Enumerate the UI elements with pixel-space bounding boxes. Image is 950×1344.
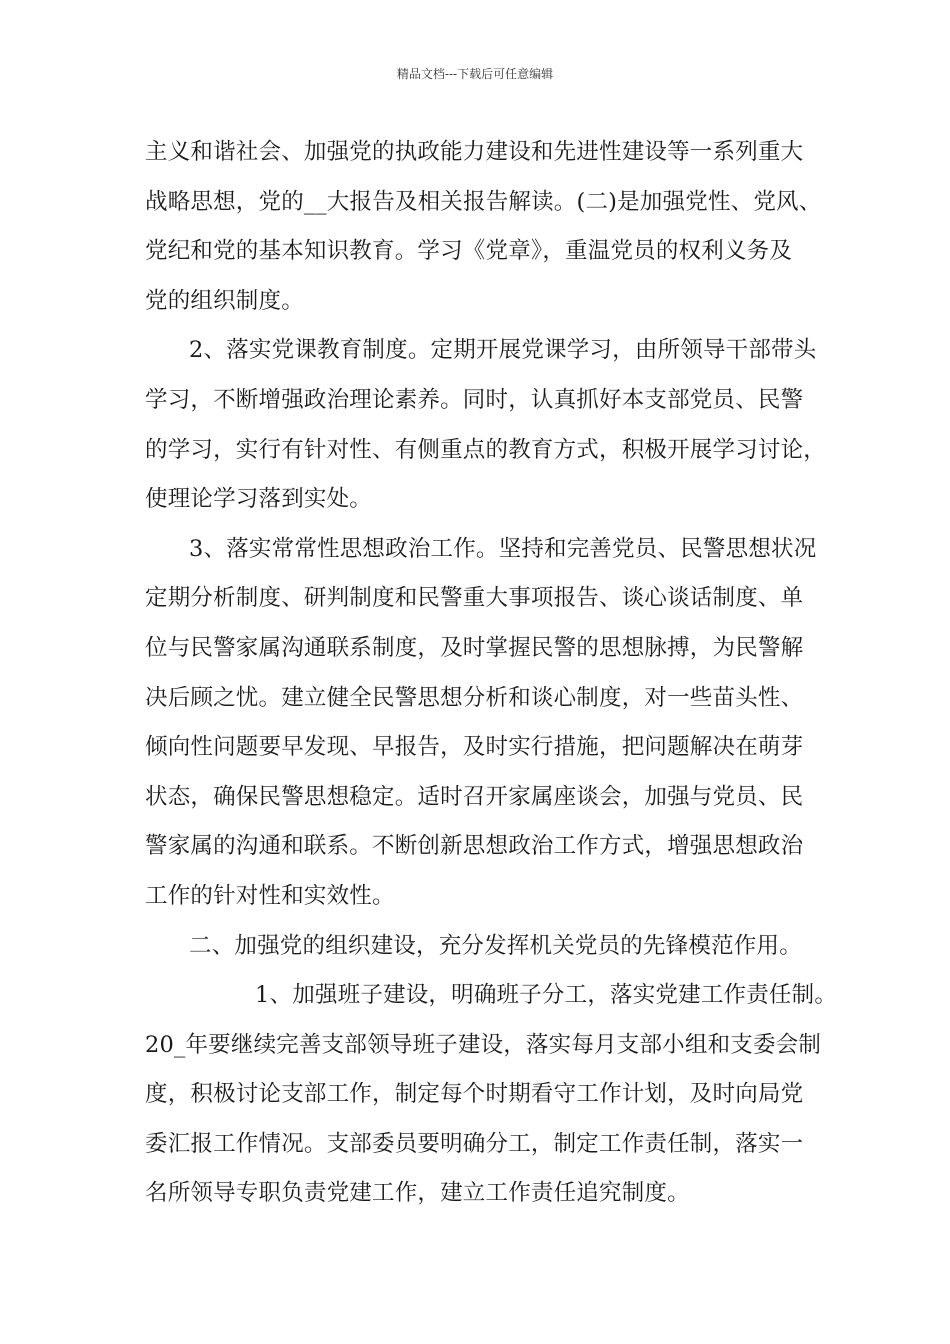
text-line: 主义和谐社会、加强党的执政能力建设和先进性建设等一系列重大 bbox=[145, 139, 804, 165]
text-line: 警家属的沟通和联系。不断创新思想政治工作方式，增强思想政治 bbox=[145, 833, 804, 860]
text-line: 20_年要继续完善支部领导班子建设，落实每月支部小组和支委会制 bbox=[145, 1031, 822, 1058]
text-line: 党纪和党的基本知识教育。学习《党章》，重温党员的权利义务及 bbox=[145, 238, 793, 265]
text-line: 2、落实党课教育制度。定期开展党课学习，由所领导干部带头 bbox=[189, 337, 817, 364]
text-line: 倾向性问题要早发现、早报告，及时实行措施，把问题解决在萌芽 bbox=[145, 734, 804, 761]
section-heading: 二、加强党的组织建设，充分发挥机关党员的先锋模范作用。 bbox=[189, 932, 802, 959]
text-line: 的学习，实行有针对性、有侧重点的教育方式，积极开展学习讨论， bbox=[145, 436, 827, 463]
text-line: 使理论学习落到实处。 bbox=[145, 486, 373, 513]
text-line: 度，积极讨论支部工作，制定每个时期看守工作计划，及时向局党 bbox=[145, 1081, 804, 1108]
text-line: 状态，确保民警思想稳定。适时召开家属座谈会，加强与党员、民 bbox=[145, 783, 804, 810]
text-line: 3、落实常常性思想政治工作。坚持和完善党员、民警思想状况 bbox=[189, 535, 817, 562]
text-line: 1、加强班子建设，明确班子分工，落实党建工作责任制。 bbox=[255, 982, 838, 1009]
text-line: 名所领导专职负责党建工作，建立工作责任追究制度。 bbox=[145, 1180, 690, 1207]
text-line: 学习，不断增强政治理论素养。同时，认真抓好本支部党员、民警 bbox=[145, 386, 804, 413]
text-line: 战略思想，党的__大报告及相关报告解读。(二)是加强党性、党风、 bbox=[145, 188, 822, 215]
text-line: 委汇报工作情况。支部委员要明确分工，制定工作责任制，落实一 bbox=[145, 1130, 804, 1157]
text-line: 党的组织制度。 bbox=[145, 287, 304, 314]
document-body bbox=[145, 128, 838, 1219]
text-line: 工作的针对性和实效性。 bbox=[145, 882, 395, 909]
text-line: 决后顾之忧。建立健全民警思想分析和谈心制度，对一些苗头性、 bbox=[145, 684, 804, 711]
text-line: 定期分析制度、研判制度和民警重大事项报告、谈心谈话制度、单 bbox=[145, 585, 804, 612]
text-line: 位与民警家属沟通联系制度，及时掌握民警的思想脉搏，为民警解 bbox=[145, 634, 804, 661]
page-header: 精品文档---下载后可任意编辑 bbox=[396, 67, 554, 81]
